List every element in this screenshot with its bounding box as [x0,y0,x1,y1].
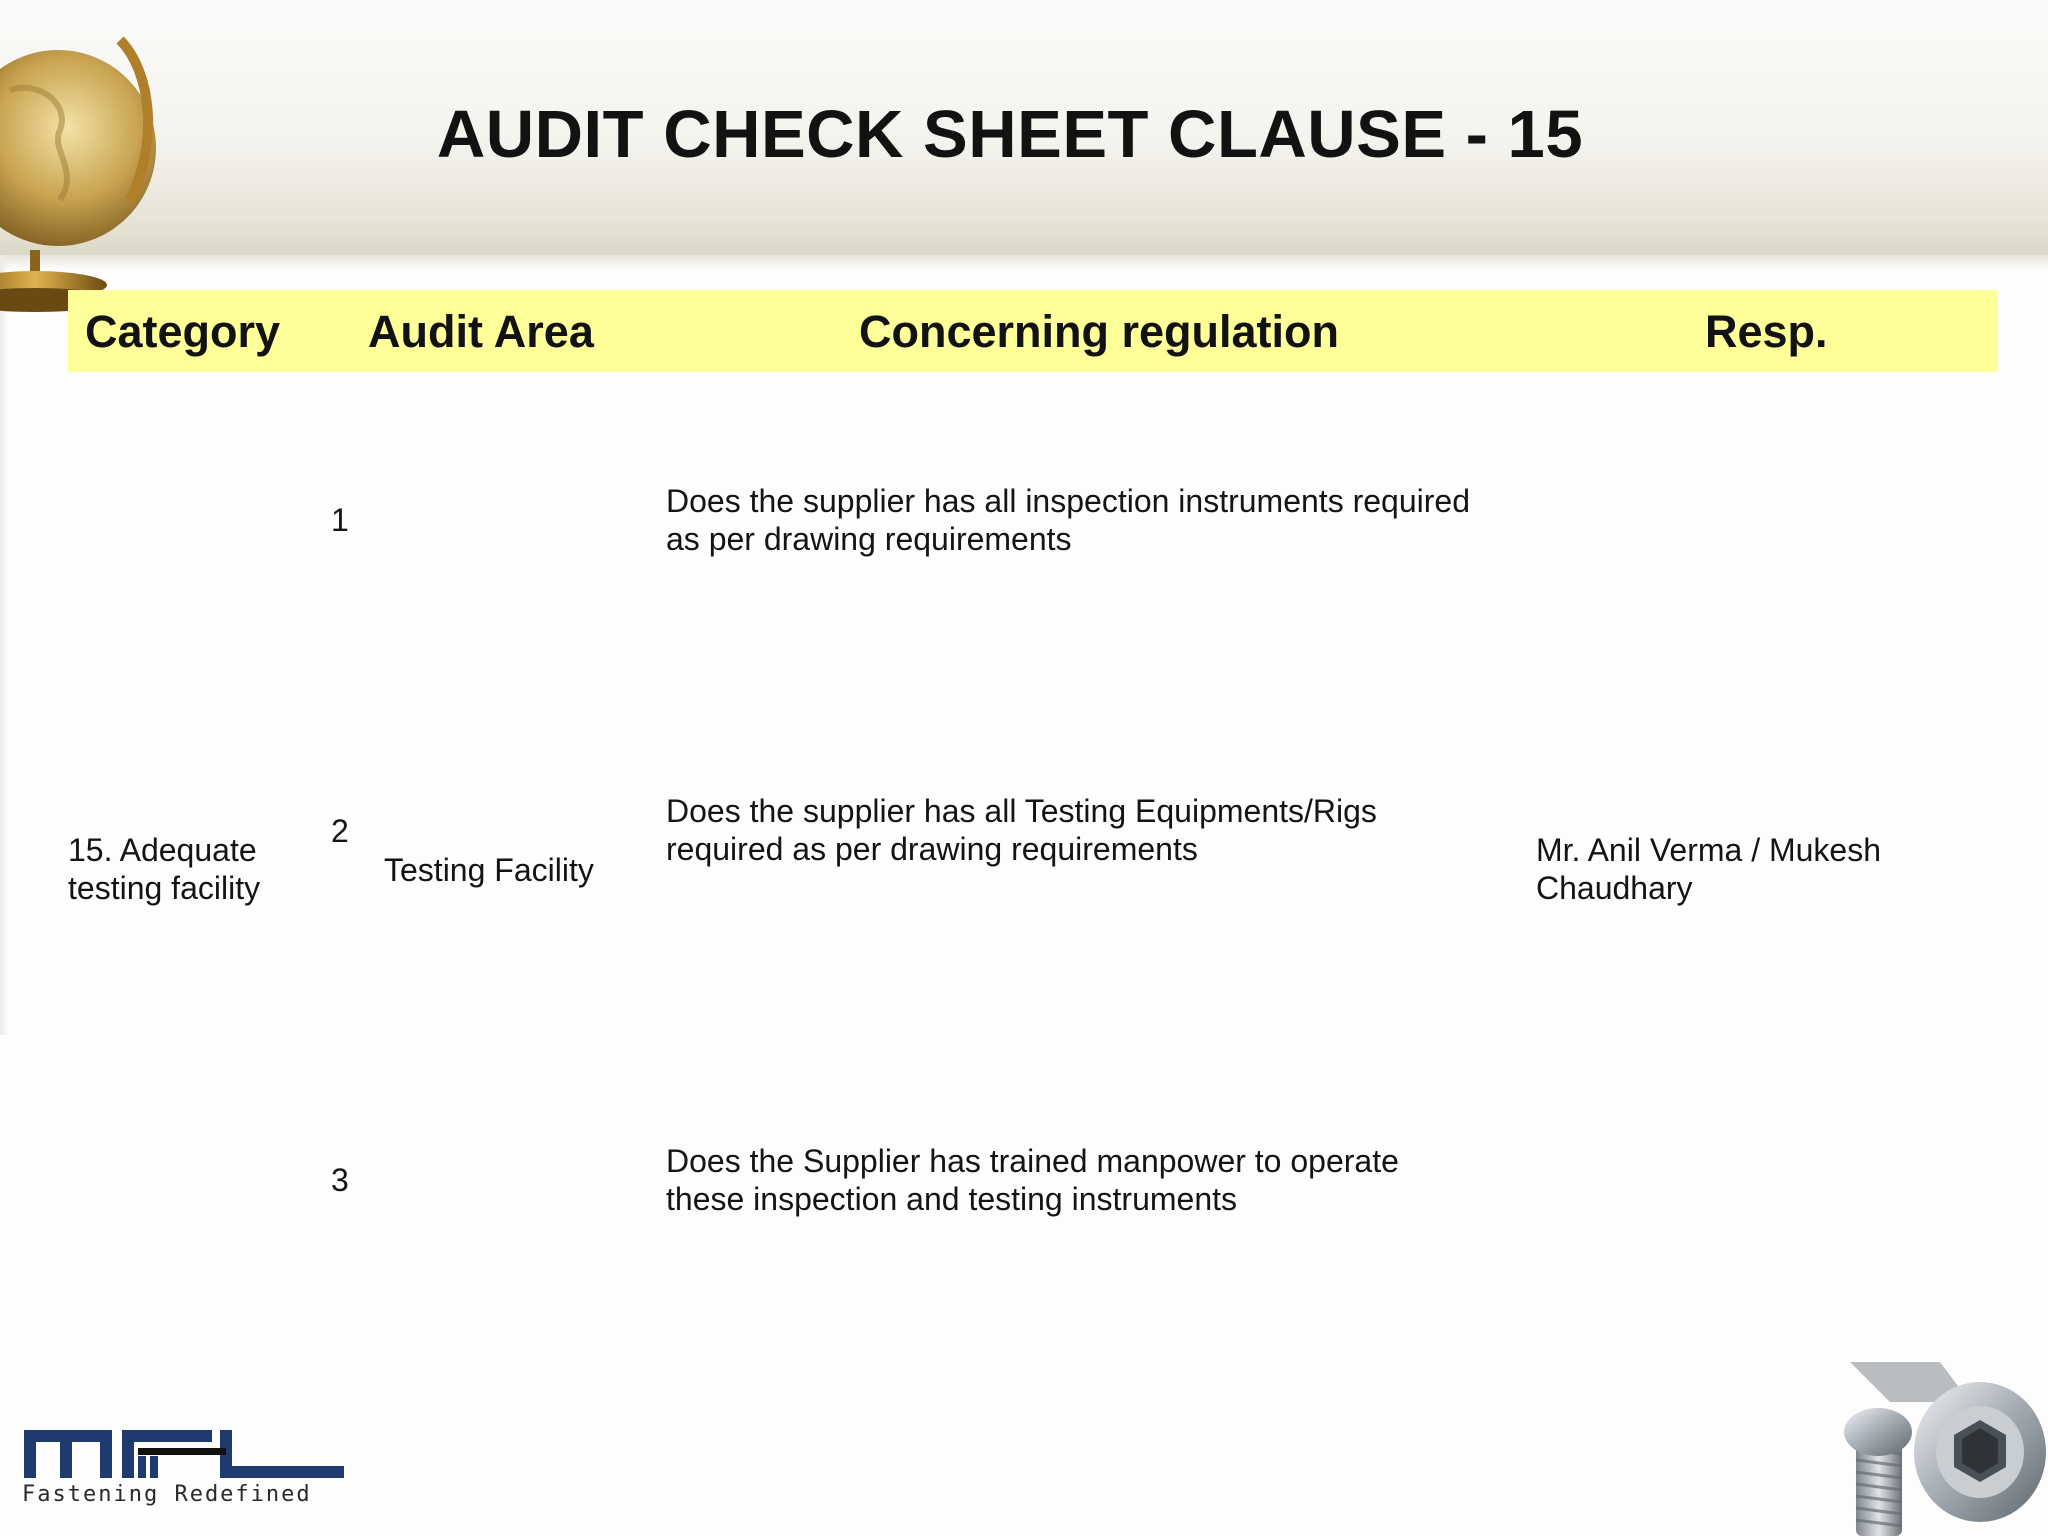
logo-tagline: Fastening Redefined [22,1482,312,1507]
left-rule [0,255,8,1035]
header-resp: Resp. [1705,306,1828,357]
responsible-line: Chaudhary [1536,870,1693,906]
audit-area-cell: Testing Facility [384,852,594,888]
responsible-cell [1536,831,1881,907]
bolts-image [1830,1362,2048,1536]
row-number: 1 [331,502,349,538]
header-category: Category [85,306,281,357]
category-line: 15. Adequate [68,832,257,868]
regulation-cell [666,792,1377,868]
regulation-line: Does the supplier has all Testing Equipments/Rigs [666,793,1377,829]
regulation-line: these inspection and testing instruments [666,1181,1237,1217]
header-audit-area: Audit Area [368,306,594,357]
row-number: 3 [331,1162,349,1198]
row-number: 2 [331,813,349,849]
regulation-line: Does the supplier has all inspection instruments required [666,483,1470,519]
responsible-line: Mr. Anil Verma / Mukesh [1536,832,1882,868]
header-concerning-regulation: Concerning regulation [859,306,1340,357]
header-shadow [0,255,2048,269]
regulation-cell [666,1142,1399,1218]
slide-title: AUDIT CHECK SHEET CLAUSE - 15 [436,97,1584,172]
regulation-cell [666,482,1470,558]
category-line: testing facility [68,870,261,906]
regulation-line: Does the Supplier has trained manpower to operate [666,1143,1399,1179]
category-cell [68,831,260,907]
regulation-line: as per drawing requirements [666,521,1072,557]
regulation-line: required as per drawing requirements [666,831,1198,867]
globe-icon [0,0,160,340]
